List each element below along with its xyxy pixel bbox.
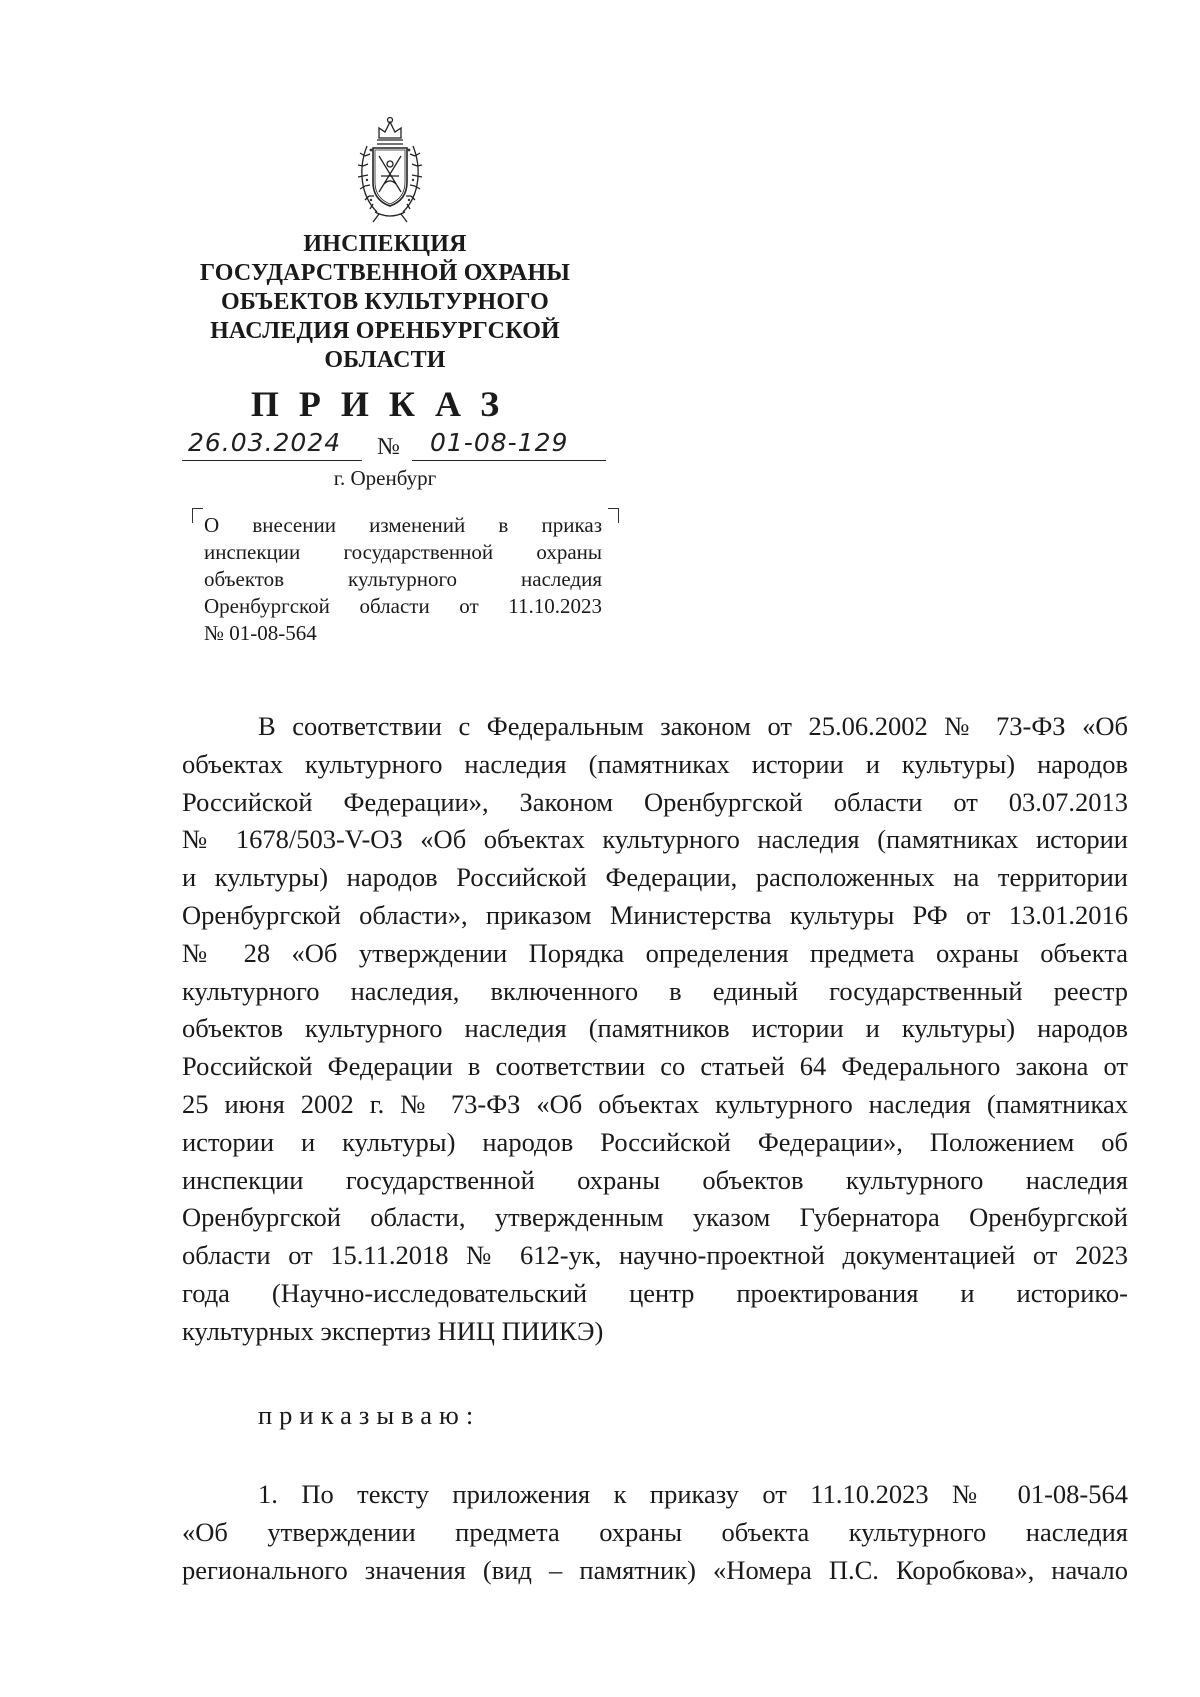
org-line: ИНСПЕКЦИЯ: [303, 231, 467, 257]
subject-line: № 01-08-564: [204, 621, 317, 645]
subject-line: Оренбургской области от 11.10.2023: [204, 594, 602, 618]
body-line: года (Научно-исследовательский центр проектирования и историко-: [182, 1277, 1128, 1308]
subject-line: инспекции государственной охраны: [204, 540, 602, 564]
body-line: культурного наследия, включенного в единый государственный реестр: [182, 975, 1128, 1006]
subject-corner-left: [192, 508, 203, 523]
registration-line: [182, 428, 606, 466]
coat-of-arms-emblem: [357, 116, 423, 224]
body-line: культурных экспертиз НИЦ ПИИКЭ): [182, 1315, 604, 1346]
preamble-paragraph: [182, 708, 1128, 1351]
body-line: объектах культурного наследия (памятниках истории и культуры) народов: [182, 748, 1128, 779]
body-line: и культуры) народов Российской Федерации, расположенных на территории: [182, 862, 1128, 893]
org-line: ОБЛАСТИ: [324, 347, 446, 373]
body-line: В соответствии с Федеральным законом от 25.06.2002 № 73-ФЗ «Об: [258, 711, 1128, 741]
document-subject: [204, 512, 602, 647]
body-line: 25 июня 2002 г. № 73-ФЗ «Об объектах культурного наследия (памятниках: [182, 1088, 1128, 1119]
date-underline: [182, 460, 362, 461]
order-word: приказываю:: [258, 1400, 481, 1430]
org-line: НАСЛЕДИЯ ОРЕНБУРГСКОЙ: [210, 318, 560, 344]
handwritten-date: 26.03.2024: [188, 428, 342, 457]
body-line: инспекции государственной охраны объектов культурного наследия: [182, 1164, 1128, 1195]
body-line: Российской Федерации в соответствии со статьей 64 Федерального закона от: [182, 1051, 1128, 1082]
body-line: истории и культуры) народов Российской Федерации», Положением об: [182, 1126, 1128, 1157]
item-line: «Об утверждении предмета охраны объекта культурного наследия: [182, 1516, 1128, 1547]
body-line: Оренбургской области», приказом Министерства культуры РФ от 13.01.2016: [182, 899, 1128, 930]
number-sign: №: [377, 434, 400, 460]
city-name: г. Оренбург: [333, 466, 437, 490]
body-line: № 28 «Об утверждении Порядка определения предмета охраны объекта: [182, 937, 1128, 968]
item-line: регионального значения (вид – памятник) «Номера П.С. Коробкова», начало: [182, 1554, 1128, 1585]
subject-line: О внесении изменений в приказ: [204, 513, 602, 537]
subject-line: объектов культурного наследия: [204, 567, 602, 591]
body-line: объектов культурного наследия (памятников истории и культуры) народов: [182, 1013, 1128, 1044]
subject-corner-right: [608, 508, 619, 523]
number-underline: [412, 460, 606, 461]
org-line: ОБЪЕКТОВ КУЛЬТУРНОГО: [220, 289, 550, 315]
body-line: № 1678/503-V-ОЗ «Об объектах культурного наследия (памятниках истории: [182, 824, 1128, 855]
body-line: области от 15.11.2018 № 612-ук, научно-проектной документацией от 2023: [182, 1240, 1128, 1271]
document-type-title: ПРИКАЗ: [250, 384, 520, 424]
org-line: ГОСУДАРСТВЕННОЙ ОХРАНЫ: [199, 260, 571, 286]
handwritten-number: 01-08-129: [430, 428, 569, 457]
body-line: Российской Федерации», Законом Оренбургской области от 03.07.2013: [182, 786, 1128, 817]
body-line: Оренбургской области, утвержденным указом Губернатора Оренбургской: [182, 1202, 1128, 1233]
item-line: 1. По тексту приложения к приказу от 11.10.2023 № 01-08-564: [258, 1479, 1128, 1509]
order-item-1: [182, 1476, 1128, 1589]
organization-name: [180, 230, 590, 375]
